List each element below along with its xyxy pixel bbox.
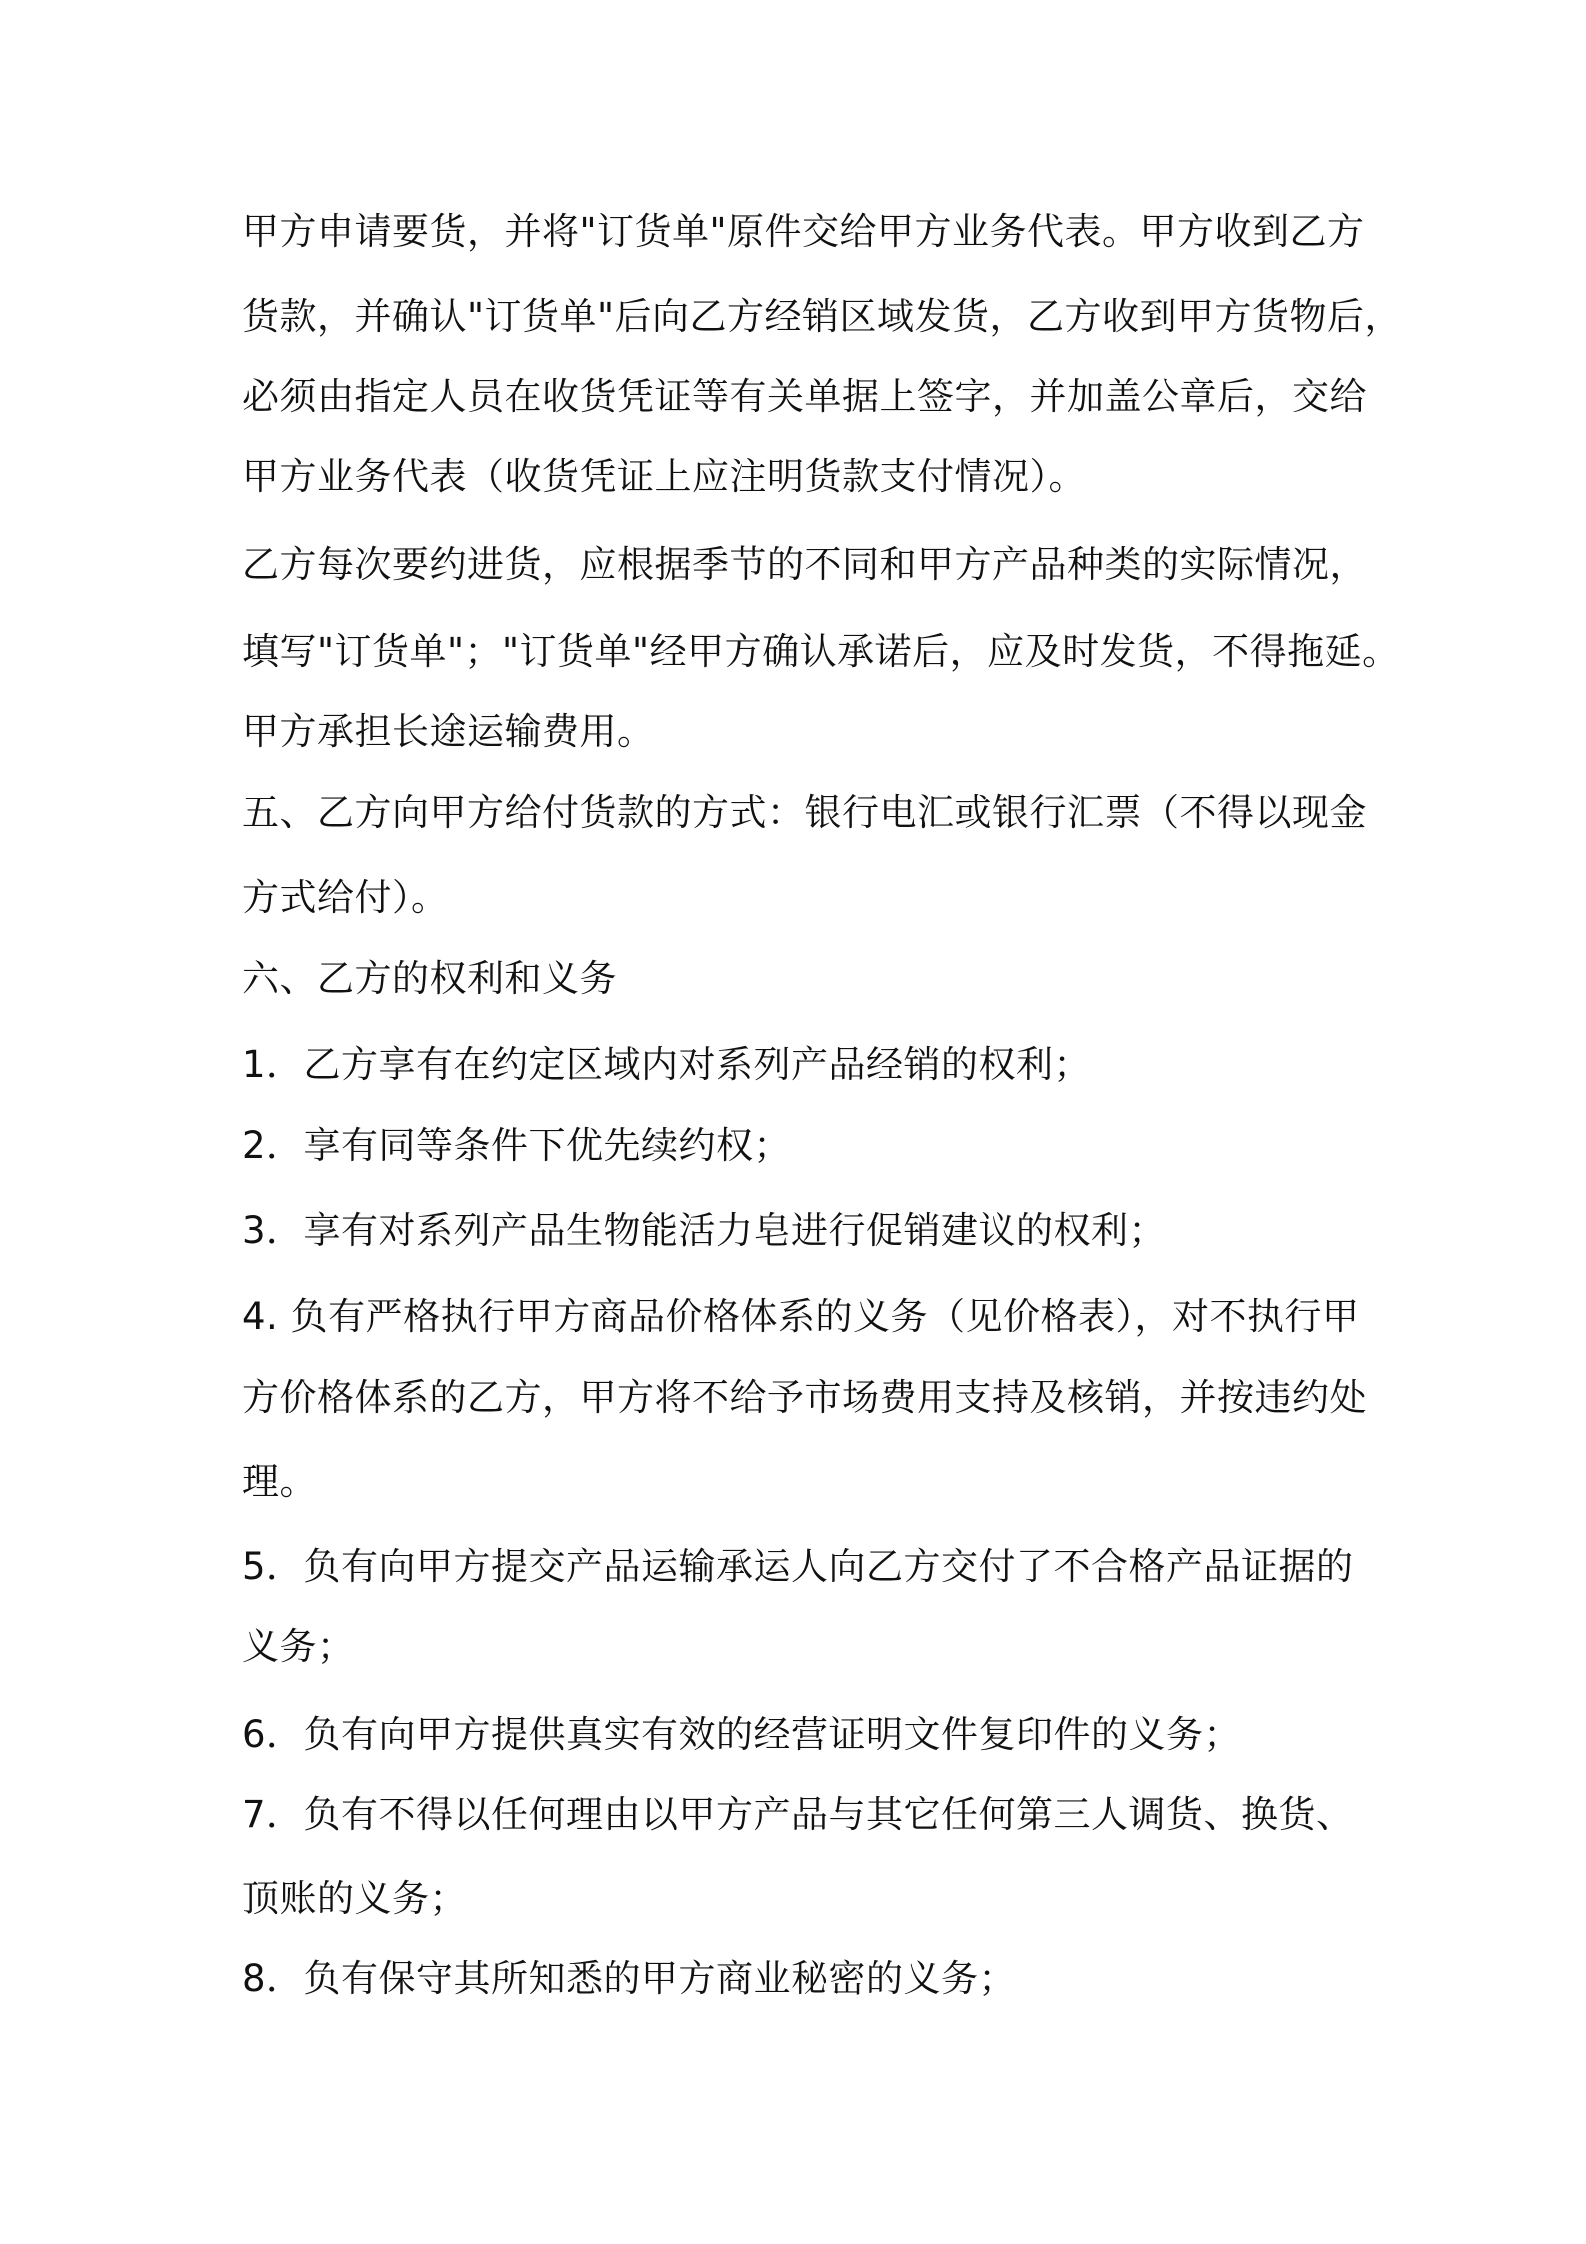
- list-item-4: 4. 负有严格执行甲方商品价格体系的义务（见价格表），对不执行甲: [242, 1295, 1360, 1338]
- list-item-8: 8．负有保守其所知悉的甲方商业秘密的义务；: [242, 1957, 1017, 2000]
- text-line: 顶账的义务；: [242, 1877, 467, 1920]
- list-item-7: 7．负有不得以任何理由以甲方产品与其它任何第三人调货、换货、: [242, 1793, 1354, 1836]
- text-line: 理。: [242, 1460, 317, 1503]
- text-line: 货款，并确认"订货单"后向乙方经销区域发货，乙方收到甲方货物后，: [242, 295, 1403, 338]
- text-line: 甲方申请要货，并将"订货单"原件交给甲方业务代表。甲方收到乙方: [242, 210, 1365, 253]
- section-heading-6: 六、乙方的权利和义务: [242, 957, 617, 1000]
- text-line: 乙方每次要约进货，应根据季节的不同和甲方产品种类的实际情况，: [242, 543, 1367, 586]
- text-line: 填写"订货单"；"订货单"经甲方确认承诺后，应及时发货，不得拖延。: [242, 630, 1400, 673]
- list-item-2: 2．享有同等条件下优先续约权；: [242, 1124, 792, 1167]
- list-item-5: 5．负有向甲方提交产品运输承运人向乙方交付了不合格产品证据的: [242, 1545, 1354, 1588]
- list-item-3: 3．享有对系列产品生物能活力皂进行促销建议的权利；: [242, 1209, 1167, 1252]
- text-line: 必须由指定人员在收货凭证等有关单据上签字，并加盖公章后，交给: [242, 375, 1367, 418]
- text-line: 甲方承担长途运输费用。: [242, 710, 655, 753]
- list-item-1: 1．乙方享有在约定区域内对系列产品经销的权利；: [242, 1043, 1092, 1086]
- text-line: 义务；: [242, 1625, 355, 1668]
- list-item-6: 6．负有向甲方提供真实有效的经营证明文件复印件的义务；: [242, 1713, 1242, 1756]
- text-line: 方价格体系的乙方，甲方将不给予市场费用支持及核销，并按违约处: [242, 1376, 1367, 1419]
- section-heading-5: 五、乙方向甲方给付货款的方式：银行电汇或银行汇票（不得以现金: [242, 791, 1367, 834]
- text-line: 甲方业务代表（收货凭证上应注明货款支付情况）。: [242, 455, 1086, 498]
- text-line: 方式给付）。: [242, 876, 449, 919]
